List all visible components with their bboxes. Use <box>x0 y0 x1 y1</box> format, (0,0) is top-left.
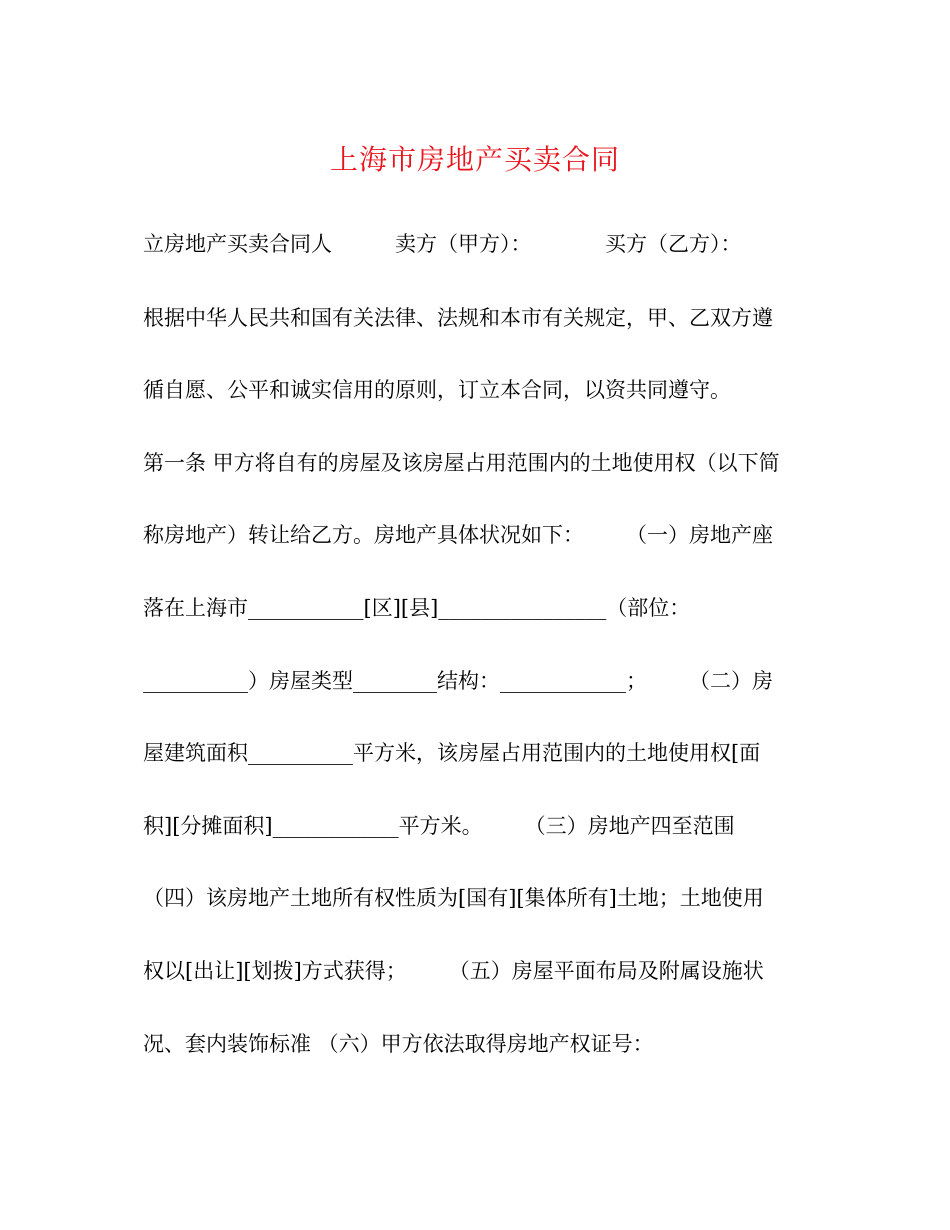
document-title: 上海市房地产买卖合同 <box>329 143 620 176</box>
text-line-parties: 立房地产买卖合同人 卖方（甲方）： 买方（乙方）： <box>143 232 742 256</box>
text-line-basis-2: 循自愿、公平和诚实信用的原则，订立本合同，以资共同遵守。 <box>143 378 731 402</box>
text-line-area-cont: 积][分摊面积]____________平方米。 （三）房地产四至范围 <box>143 814 735 838</box>
text-line-article-1-cont: 称房地产）转让给乙方。房地产具体状况如下： （一）房地产座 <box>143 523 773 547</box>
text-line-land-ownership: （四）该房地产土地所有权性质为[国有][集体所有]土地；土地使用 <box>143 886 764 910</box>
text-line-article-1: 第一条 甲方将自有的房屋及该房屋占用范围内的土地使用权（以下简 <box>143 451 780 475</box>
text-line-house-type: __________）房屋类型________结构：____________； （二）房 <box>143 669 773 693</box>
text-line-location: 落在上海市___________[区][县]________________（部位： <box>143 596 691 620</box>
text-line-basis-1: 根据中华人民共和国有关法律、法规和本市有关规定，甲、乙双方遵 <box>143 306 773 330</box>
text-line-land-right: 权以[出让][划拨]方式获得； （五）房屋平面布局及附属设施状 <box>143 959 764 983</box>
text-line-area: 屋建筑面积__________平方米，该房屋占用范围内的土地使用权[面 <box>143 741 761 765</box>
text-line-decoration: 况、套内装饰标准 （六）甲方依法取得房地产权证号： <box>143 1032 654 1056</box>
